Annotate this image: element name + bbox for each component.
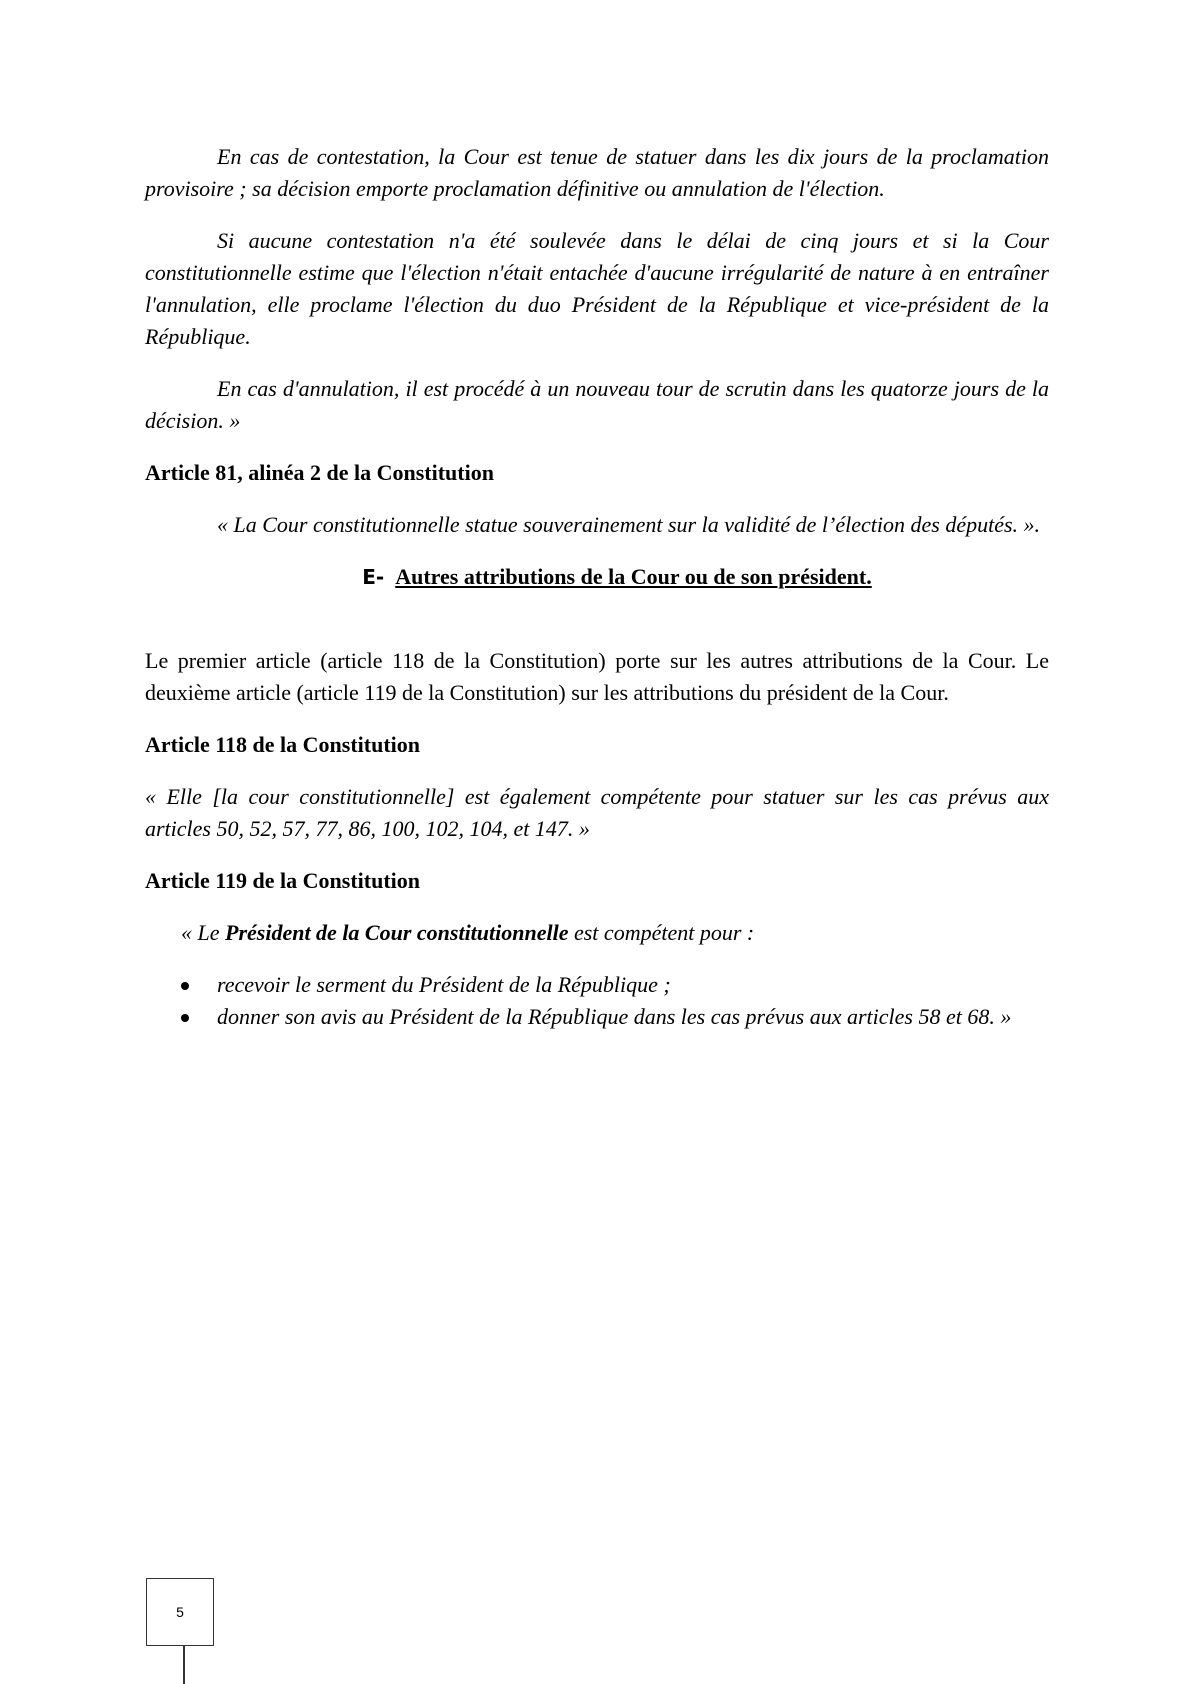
list-item xyxy=(145,1001,1049,1033)
article-81-heading: Article 81, alinéa 2 de la Constitution xyxy=(145,460,494,485)
bullet-icon xyxy=(181,1014,189,1022)
article-81-quote: « La Cour constitutionnelle statue souverainement sur la validité de l’élection des députés. ». xyxy=(217,512,1041,537)
list-item-text: donner son avis au Président de la République dans les cas prévus aux articles 58 et 68. » xyxy=(217,1004,1012,1029)
section-e-title xyxy=(145,561,1049,593)
article-118-heading: Article 118 de la Constitution xyxy=(145,732,420,757)
section-e-text: Autres attributions de la Cour ou de son président. xyxy=(395,564,872,589)
article-119-list xyxy=(145,969,1049,1033)
article-119-intro xyxy=(181,917,1049,949)
paragraph-contestation: En cas de contestation, la Cour est tenue de statuer dans les dix jours de la proclamation provisoire ; sa décision emporte proclamation définitive ou annulation de l'élection. xyxy=(145,144,1049,201)
page-number-box xyxy=(146,1578,214,1646)
paragraph-no-contestation: Si aucune contestation n'a été soulevée dans le délai de cinq jours et si la Cour constitutionnelle estime que l'élection n'était entachée d'aucune irrégularité de nature à en entraîner l'annulation, elle proclame l'élection du duo Président de la République et vice-président de la République. xyxy=(145,228,1049,349)
section-e-letter: E- xyxy=(362,565,385,589)
bullet-icon xyxy=(181,982,189,990)
paragraph-annulation: En cas d'annulation, il est procédé à un nouveau tour de scrutin dans les quatorze jours de la décision. » xyxy=(145,376,1049,433)
list-item xyxy=(145,969,1049,1001)
article-118-quote: « Elle [la cour constitutionnelle] est également compétente pour statuer sur les cas prévus aux articles 50, 52, 57, 77, 86, 100, 102, 104, et 147. » xyxy=(145,784,1049,841)
intro-paragraph: Le premier article (article 118 de la Constitution) porte sur les autres attributions de la Cour. Le deuxième article (article 119 de la Constitution) sur les attributions du président de la Cour. xyxy=(145,648,1049,705)
article-119-intro-start: « Le xyxy=(181,920,225,945)
article-119-intro-end: est compétent pour : xyxy=(568,920,755,945)
page-content xyxy=(145,141,1049,1033)
article-119-intro-bold: Président de la Cour constitutionnelle xyxy=(225,920,569,945)
page-number: 5 xyxy=(176,1604,184,1620)
list-item-text: recevoir le serment du Président de la République ; xyxy=(217,972,671,997)
page-number-line xyxy=(183,1646,185,1684)
article-119-heading: Article 119 de la Constitution xyxy=(145,868,420,893)
